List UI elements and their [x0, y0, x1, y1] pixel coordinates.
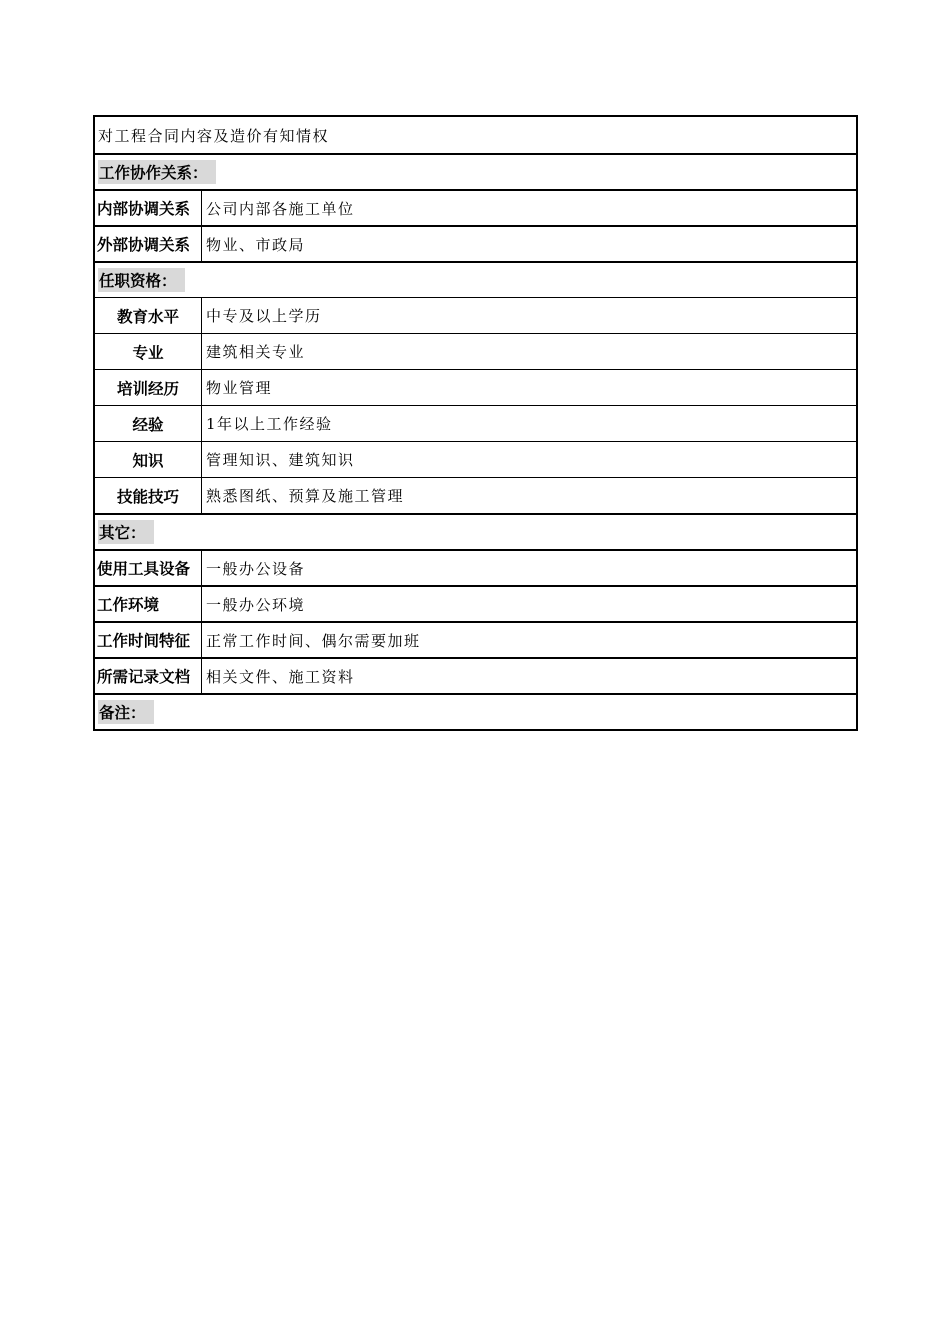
major-value: 建筑相关专业 — [206, 343, 306, 361]
table-row — [95, 657, 856, 693]
major-label: 专业 — [95, 334, 202, 369]
tools-label: 使用工具设备 — [95, 551, 202, 585]
job-description-table — [93, 115, 858, 731]
notes-row — [95, 693, 856, 729]
external-coordination-value: 物业、市政局 — [206, 235, 306, 254]
table-row — [95, 189, 856, 225]
table-row — [95, 297, 856, 333]
education-label: 教育水平 — [95, 298, 202, 333]
table-row — [95, 549, 856, 585]
knowledge-label: 知识 — [95, 442, 202, 477]
experience-label: 经验 — [95, 406, 202, 441]
other-header-row — [95, 513, 856, 549]
internal-coordination-value: 公司内部各施工单位 — [206, 199, 355, 218]
table-row — [95, 585, 856, 621]
table-row — [95, 333, 856, 369]
table-row — [95, 477, 856, 513]
table-row — [95, 405, 856, 441]
documents-label: 所需记录文档 — [95, 659, 202, 693]
table-row — [95, 621, 856, 657]
collaboration-header-row — [95, 153, 856, 189]
authority-row — [95, 117, 856, 153]
environment-value: 一般办公环境 — [206, 595, 306, 614]
qualifications-header-row — [95, 261, 856, 297]
internal-coordination-label: 内部协调关系 — [95, 191, 202, 225]
education-value: 中专及以上学历 — [206, 307, 322, 325]
experience-value: 1年以上工作经验 — [206, 415, 333, 433]
table-row — [95, 441, 856, 477]
qualifications-title: 任职资格： — [98, 268, 185, 292]
skills-label: 技能技巧 — [95, 478, 202, 513]
collaboration-title: 工作协作关系： — [98, 160, 216, 184]
notes-title: 备注： — [98, 700, 154, 724]
tools-value: 一般办公设备 — [206, 559, 306, 578]
knowledge-value: 管理知识、建筑知识 — [206, 451, 355, 469]
table-row — [95, 369, 856, 405]
skills-value: 熟悉图纸、预算及施工管理 — [206, 487, 405, 505]
training-value: 物业管理 — [206, 379, 273, 397]
authority-text: 对工程合同内容及造价有知情权 — [98, 126, 330, 145]
work-time-value: 正常工作时间、偶尔需要加班 — [206, 631, 421, 650]
environment-label: 工作环境 — [95, 587, 202, 621]
external-coordination-label: 外部协调关系 — [95, 227, 202, 261]
training-label: 培训经历 — [95, 370, 202, 405]
documents-value: 相关文件、施工资料 — [206, 667, 355, 686]
table-row — [95, 225, 856, 261]
work-time-label: 工作时间特征 — [95, 623, 202, 657]
other-title: 其它： — [98, 520, 154, 544]
